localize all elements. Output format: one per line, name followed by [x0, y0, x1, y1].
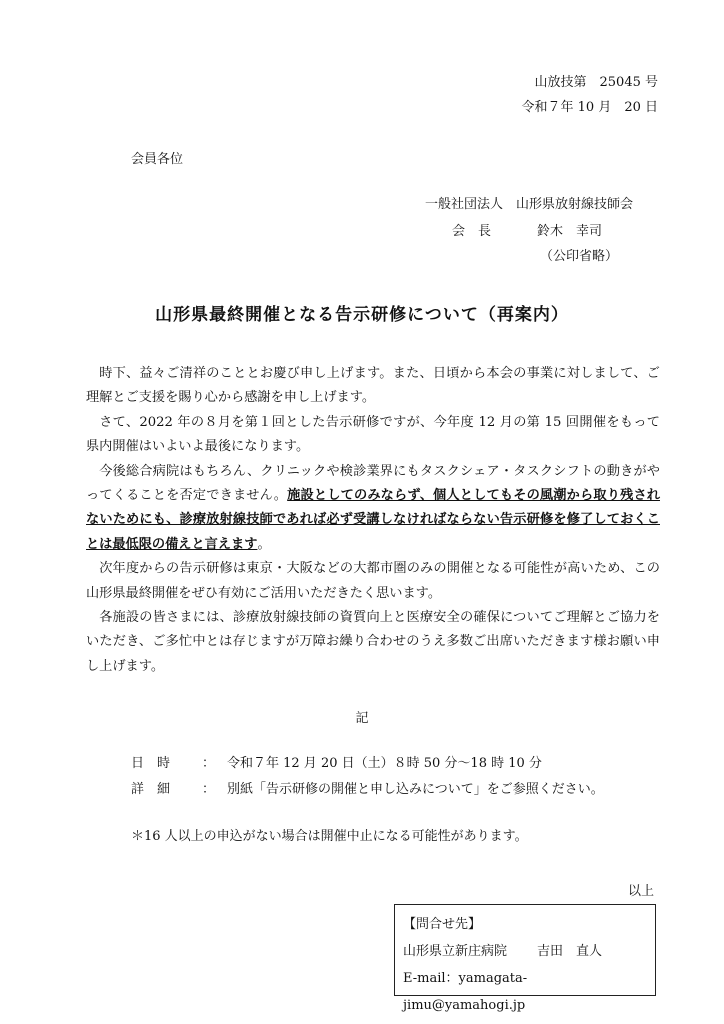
body-text: 。 [257, 536, 271, 552]
body-paragraph: さて、2022 年の８月を第１回とした告示研修ですが、今年度 12 月の第 15 回開催をもって県内開催はいよいよ最後になります。 [86, 414, 660, 455]
closing: 以上 [627, 884, 654, 899]
sender-organization: 一般社団法人 山形県放射線技師会 [425, 197, 634, 212]
detail-separator: ： [202, 782, 216, 797]
contact-person: 吉田 直人 [537, 944, 603, 959]
note: ＊16 人以上の申込がない場合は開催中止になる可能性があります。 [131, 829, 528, 844]
letter-body [86, 362, 660, 679]
seal-note: （公印省略） [540, 249, 619, 264]
body-paragraph [86, 460, 660, 558]
document-number: 山放技第 25045 号 [534, 75, 658, 90]
detail-value: 別紙「告示研修の開催と申し込みについて」をご参照ください。 [227, 782, 604, 797]
body-paragraph: 各施設の皆さまには、診療放射線技師の資質向上と医療安全の確保についてご理解とご協力をいただき、ご多忙中とは存じますが万障お繰り合わせのうえ多数ご出席いただきます様お願い申し上げます。 [86, 610, 660, 674]
contact-line [403, 938, 647, 965]
document-date: 令和７年 10 月 20 日 [521, 100, 658, 115]
sender-role: 会 長 [452, 224, 492, 239]
emphasized-text: 施設としてのみならず、個人としてもその風潮から取り残されないためにも、診療放射線技師であれば必ず受講しなければならない告示研修を修了しておくことは最低限の備えと言えます [86, 488, 660, 552]
addressee: 会員各位 [131, 152, 184, 167]
datetime-separator: ： [202, 756, 216, 771]
body-text: 今後総合病院はもちろん、クリニックや検診業界にもタスクシェア・タスクシフトの動きがやってくることを否定できません。 [86, 463, 660, 504]
sender-name: 鈴木 幸司 [537, 224, 603, 239]
datetime-label: 日 時 [131, 756, 171, 771]
contact-email: E-mail：yamagata-jimu@yamahogi.jp [403, 971, 528, 1013]
contact-hospital: 山形県立新庄病院 [403, 944, 508, 959]
detail-label: 詳 細 [131, 782, 171, 797]
document-title: 山形県最終開催となる告示研修について（再案内） [155, 305, 569, 325]
contact-box [394, 904, 656, 1013]
contact-heading: 【問合せ先】 [403, 917, 482, 932]
body-paragraph: 時下、益々ご清祥のこととお慶び申し上げます。また、日頃から本会の事業に対しまして、ご理解とご支援を賜り心から感謝を申し上げます。 [86, 366, 660, 406]
datetime-value: 令和７年 12 月 20 日（土）８時 50 分～18 時 10 分 [227, 756, 542, 771]
ki-marker: 記 [355, 711, 369, 726]
body-paragraph: 次年度からの告示研修は東京・大阪などの大都市圏のみの開催となる可能性が高いため、この山形県最終開催をぜひ有効にご活用いただきたく思います。 [86, 561, 660, 601]
